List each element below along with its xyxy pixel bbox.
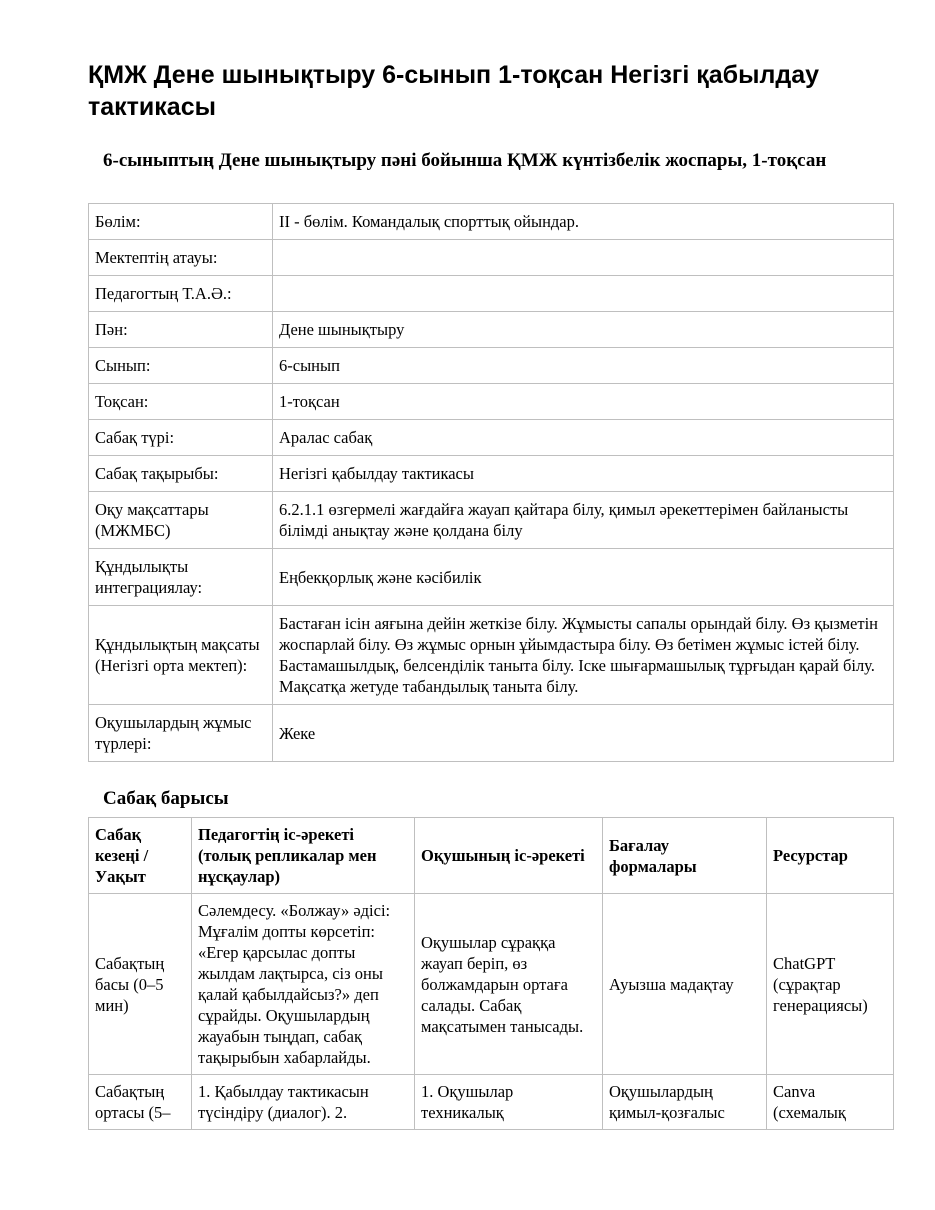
info-value-subject: Дене шынықтыру (273, 312, 894, 348)
header-teacher: Педагогтің іс-әрекеті (толық репликалар мен нұсқаулар) (192, 818, 415, 894)
table-row (89, 705, 894, 762)
cell-resources (767, 1075, 894, 1130)
info-label-teacher: Педагогтың Т.А.Ә.: (89, 276, 273, 312)
cell-stage (89, 1075, 192, 1130)
info-value-work-types: Жеке (273, 705, 894, 762)
info-value-teacher (273, 276, 894, 312)
cell-teacher (192, 1075, 415, 1130)
cell-resources-text: Canva (схемалық (773, 1082, 846, 1122)
info-label-subject: Пән: (89, 312, 273, 348)
cell-student: Оқушылар сұраққа жауап беріп, өз болжамдарын ортаға салады. Сабақ мақсатымен танысады. (415, 894, 603, 1075)
info-value-school (273, 240, 894, 276)
header-student: Оқушының іс-әрекеті (415, 818, 603, 894)
cell-student-text: 1. Оқушылар техникалық (421, 1082, 514, 1122)
info-label-lesson-topic: Сабақ тақырыбы: (89, 456, 273, 492)
info-value-objectives: 6.2.1.1 өзгермелі жағдайға жауап қайтара білу, қимыл әрекеттерімен байланысты білімді анықтау және қолдана білу (273, 492, 894, 549)
table-row (89, 240, 894, 276)
info-label-lesson-type: Сабақ түрі: (89, 420, 273, 456)
info-value-lesson-topic: Негізгі қабылдау тактикасы (273, 456, 894, 492)
info-label-grade: Сынып: (89, 348, 273, 384)
cell-assessment-text: Оқушылардың қимыл-қозғалыс (609, 1082, 725, 1122)
cell-resources: ChatGPT (сұрақтар генерациясы) (767, 894, 894, 1075)
info-value-section: ІІ - бөлім. Командалық спорттық ойындар. (273, 204, 894, 240)
lesson-heading: Сабақ барысы (103, 788, 229, 809)
cell-assessment (603, 1075, 767, 1130)
info-label-section: Бөлім: (89, 204, 273, 240)
info-value-quarter: 1-тоқсан (273, 384, 894, 420)
cell-stage: Сабақтың басы (0–5 мин) (89, 894, 192, 1075)
cell-student (415, 1075, 603, 1130)
table-row (89, 420, 894, 456)
info-value-lesson-type: Аралас сабақ (273, 420, 894, 456)
header-assessment: Бағалау формалары (603, 818, 767, 894)
table-row (89, 312, 894, 348)
page-title: ҚМЖ Дене шынықтыру 6-сынып 1-тоқсан Негізгі қабылдау тактикасы (88, 61, 820, 121)
plan-heading: 6-сыныптың Дене шынықтыру пәні бойынша ҚМЖ күнтізбелік жоспары, 1-тоқсан (103, 150, 827, 171)
table-header-row (89, 818, 894, 894)
cell-teacher: Сәлемдесу. «Болжау» әдісі: Мұғалім допты көрсетіп: «Егер қарсылас допты жылдам лақтырса, сіз оны қалай қабылдайсыз?» деп сұрайды. Оқушылардың жауабын тыңдап, сабақ тақырыбын хабарлайды. (192, 894, 415, 1075)
info-value-grade: 6-сынып (273, 348, 894, 384)
info-value-values-goal: Бастаған ісін аяғына дейін жеткізе білу. Жұмысты сапалы орындай білу. Өз қызметін жоспарлай білу. Өз жұмыс орнын ұйымдастыра білу. Өз бетімен жұмыс істей білу. Бастамашылдық, белсенділік таныта білу. Іске шығармашылық тұрғыдан қарай білу. Мақсатқа жетуде табандылық таныта білу. (273, 606, 894, 705)
header-resources: Ресурстар (767, 818, 894, 894)
info-label-objectives: Оқу мақсаттары (МЖМБС) (89, 492, 273, 549)
table-row (89, 549, 894, 606)
table-row (89, 1075, 894, 1130)
table-row (89, 492, 894, 549)
cell-assessment: Ауызша мадақтау (603, 894, 767, 1075)
info-label-school: Мектептің атауы: (89, 240, 273, 276)
lesson-table (88, 817, 894, 1130)
cell-teacher-text: 1. Қабылдау тактикасын түсіндіру (диалог). 2. (198, 1082, 369, 1122)
info-label-work-types: Оқушылардың жұмыс түрлері: (89, 705, 273, 762)
info-table (88, 203, 894, 762)
info-label-values-goal: Құндылықтың мақсаты (Негізгі орта мектеп): (89, 606, 273, 705)
cell-stage-text: Сабақтың ортасы (5– (95, 1082, 171, 1122)
table-row (89, 348, 894, 384)
info-label-values: Құндылықты интеграциялау: (89, 549, 273, 606)
table-row (89, 204, 894, 240)
table-row (89, 456, 894, 492)
table-row (89, 894, 894, 1075)
header-stage: Сабақ кезеңі / Уақыт (89, 818, 192, 894)
table-row (89, 276, 894, 312)
info-value-values: Еңбекқорлық және кәсібилік (273, 549, 894, 606)
table-row (89, 606, 894, 705)
info-label-quarter: Тоқсан: (89, 384, 273, 420)
table-row (89, 384, 894, 420)
